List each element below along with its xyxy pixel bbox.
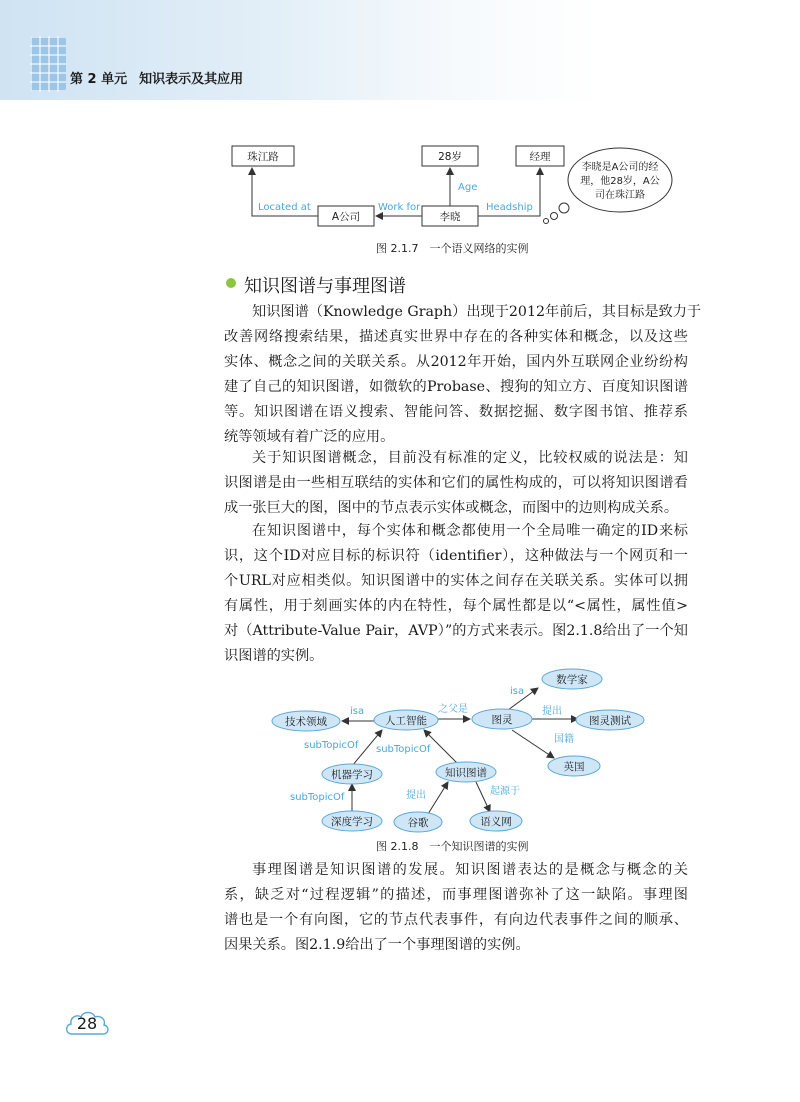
semantic-network-figure: [220, 140, 680, 240]
kg-label-proposed-2: 提出: [406, 790, 426, 801]
kg-node-ai: [374, 710, 438, 730]
svg-text:知识图谱: 知识图谱: [445, 767, 487, 779]
svg-text:珠江路: 珠江路: [247, 151, 279, 163]
svg-text:理，他28岁，A公: 理，他28岁，A公: [580, 176, 660, 187]
knowledge-graph-figure: [270, 664, 650, 844]
svg-text:数学家: 数学家: [556, 674, 588, 686]
svg-text:英国: 英国: [563, 761, 585, 773]
paragraph-3: 在知识图谱中，每个实体和概念都使用一个全局唯一确定的ID来标 识，这个ID对应目标的标识符（identifier），这种做法与一个网页和一 个URL对应相类似。知识图谱中的实体之间存在关联关系。实体可以拥 有属性，用于刻画实体的内在特性，每个属性都是以“<属性，属性值> 对（Attribute-Value Pair，AVP）”的方式来表示。图2.1.8给出了一个知 识图谱的实例。: [224, 523, 688, 664]
kg-node-knowledge-graph: [436, 762, 496, 782]
paragraph-1: 知识图谱（Knowledge Graph）出现于2012年前后，其目标是致力于 改善网络搜索结果，描述真实世界中存在的各种实体和概念，以及这些 实体、概念之间的关联关系。从2012年开始，国内外互联网企业纷纷构 建了自己的知识图谱，如微软的Probase、搜狗的知立方、百度知识图谱 等。知识图谱在语义搜索、智能问答、数据挖掘、数字图书馆、推荐系 统等领域有着广泛的应用。: [224, 304, 702, 445]
figure-caption-2-1-7: 图 2.1.7 一个语义网络的实例: [376, 242, 529, 255]
semnet-label-located-at: Located at: [258, 202, 311, 213]
svg-text:技术领域: 技术领域: [285, 716, 327, 728]
semnet-label-age: Age: [458, 182, 478, 193]
kg-node-google: [394, 812, 442, 832]
kg-label-isa-1: isa: [350, 706, 365, 717]
semnet-node-zhujianglu: [232, 146, 294, 166]
svg-text:李晓是A公司的经: 李晓是A公司的经: [581, 162, 659, 173]
figure-caption-2-1-8: 图 2.1.8 一个知识图谱的实例: [376, 840, 529, 853]
header-decoration-icon: [30, 36, 66, 92]
kg-label-subtopic-1: subTopicOf: [304, 740, 359, 751]
svg-text:图灵: 图灵: [491, 714, 513, 726]
kg-label-subtopic-3: subTopicOf: [290, 792, 345, 803]
kg-label-nationality: 国籍: [554, 734, 574, 745]
semnet-node-acompany: [318, 206, 374, 226]
semnet-label-headship: Headship: [486, 202, 533, 213]
svg-text:人工智能: 人工智能: [385, 715, 427, 727]
kg-node-tech-field: [272, 711, 340, 731]
kg-label-origin: 起源于: [490, 786, 520, 797]
semnet-label-work-for: Work for: [378, 202, 421, 213]
section-title: 知识图谱与事理图谱: [244, 276, 406, 297]
kg-edge-kg-origin-semweb: [476, 782, 490, 812]
kg-label-proposed-1: 提出: [542, 706, 562, 717]
kg-edge-google-proposed-kg: [428, 782, 448, 814]
svg-text:司在珠江路: 司在珠江路: [595, 190, 645, 201]
kg-label-subtopic-2: subTopicOf: [376, 744, 431, 755]
unit-name: 知识表示及其应用: [139, 72, 244, 87]
svg-text:经理: 经理: [529, 151, 551, 163]
paragraph-4: 事理图谱是知识图谱的发展。知识图谱表达的是概念与概念的关 系，缺乏对“过程逻辑”的描述，而事理图谱弥补了这一缺陷。事理图 谱也是一个有向图，它的节点代表事件，有向边代表事件之间的顺承、 因果关系。图2.1.9给出了一个事理图谱的实例。: [224, 862, 688, 953]
kg-node-turing-test: [576, 710, 644, 730]
kg-label-father: 之父是: [438, 704, 468, 715]
kg-node-semantic-web: [470, 811, 522, 831]
svg-text:李晓: 李晓: [439, 211, 461, 223]
svg-text:机器学习: 机器学习: [331, 769, 373, 781]
paragraph-2: 关于知识图谱概念，目前没有标准的定义，比较权威的说法是：知 识图谱是由一些相互联结的实体和它们的属性构成的，可以将知识图谱看 成一张巨大的图，图中的节点表示实体或概念，而图中的边则构成关系。: [224, 450, 688, 516]
svg-text:图灵测试: 图灵测试: [589, 715, 631, 727]
kg-node-deep-learning: [322, 811, 382, 831]
page-number: 28: [76, 1014, 98, 1033]
svg-text:28岁: 28岁: [438, 151, 462, 163]
kg-node-mathematician: [542, 669, 602, 689]
kg-node-turing: [472, 709, 532, 729]
svg-text:深度学习: 深度学习: [331, 816, 373, 828]
kg-label-isa-2: isa: [510, 686, 525, 697]
svg-text:语义网: 语义网: [480, 816, 512, 828]
semnet-node-age28: [422, 146, 478, 166]
kg-node-uk: [548, 756, 600, 776]
kg-edge-turing-nationality-uk: [512, 730, 554, 758]
semnet-node-manager: [516, 146, 564, 166]
unit-number: 第 2 单元: [70, 72, 128, 87]
kg-node-machine-learning: [322, 764, 382, 784]
svg-text:A公司: A公司: [331, 211, 361, 223]
unit-title: [70, 68, 255, 87]
svg-text:谷歌: 谷歌: [407, 817, 429, 829]
semnet-node-lixiao: [422, 206, 478, 226]
